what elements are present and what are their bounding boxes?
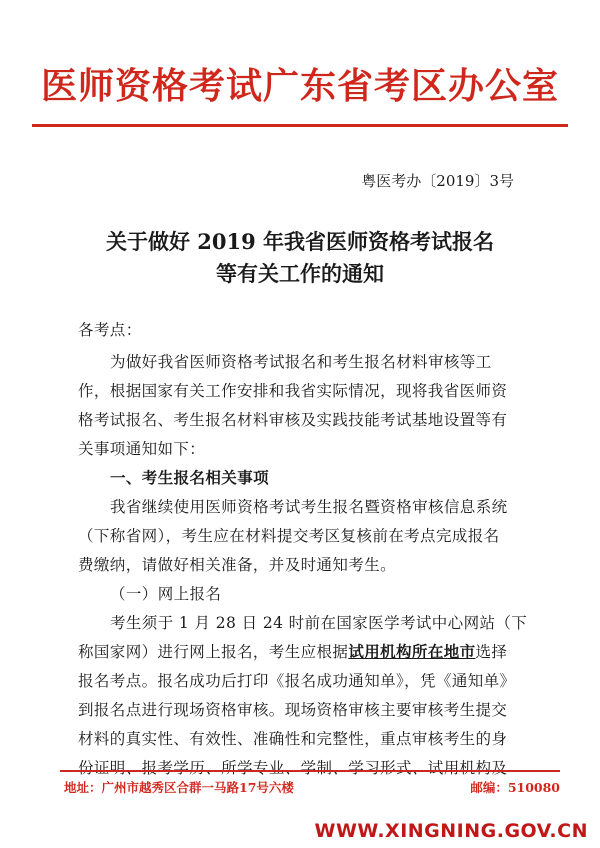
website-watermark: WWW.XINGNING.GOV.CN (314, 820, 588, 842)
line-text: 选择 (475, 643, 508, 661)
section-1-heading: 一、考生报名相关事项 (110, 469, 270, 487)
subsection-1-paragraph-line: 材料的真实性、有效性、准确性和完整性，重点审核考生的身 (78, 730, 508, 748)
intro-paragraph-line: 为做好我省医师资格考试报名和考生报名材料审核等工 (110, 353, 492, 371)
section-1-paragraph-line: 我省继续使用医师资格考试考生报名暨资格审核信息系统 (110, 498, 508, 516)
subsection-1-paragraph-line: 份证明、报考学历、所学专业、学制、学习形式、试用机构及 (78, 759, 508, 777)
line-text: 称国家网）进行网上报名，考生应根据 (78, 643, 349, 661)
office-letterhead-title: 医师资格考试广东省考区办公室 (40, 65, 559, 107)
document-number: 粤医考办〔2019〕3号 (361, 172, 514, 190)
intro-paragraph-line: 关事项通知如下： (78, 440, 206, 458)
intro-paragraph-line: 作，根据国家有关工作安排和我省实际情况，现将我省医师资 (78, 382, 508, 400)
subsection-1-paragraph-line: 到报名点进行现场资格审核。现场资格审核主要审核考生提交 (78, 701, 508, 719)
section-1-paragraph-line: （下称省网），考生应在材料提交考区复核前在考点完成报名 (78, 527, 500, 545)
footer-divider (60, 770, 560, 772)
document-title-line-1: 关于做好 2019 年我省医师资格考试报名 (105, 229, 495, 254)
highlighted-phrase: 试用机构所在地市 (348, 642, 476, 661)
section-1-paragraph-line: 费缴纳，请做好相关准备，并及时通知考生。 (78, 556, 397, 574)
footer-address: 地址：广州市越秀区合群一马路17号六楼 (64, 780, 294, 795)
letterhead-divider (32, 124, 568, 127)
salutation: 各考点： (78, 321, 142, 339)
subsection-1-paragraph-line (78, 640, 507, 662)
footer-postcode: 邮编：510080 (470, 780, 560, 795)
intro-paragraph-line: 格考试报名、考生报名材料审核及实践技能考试基地设置等有 (78, 411, 508, 429)
subsection-1-heading: （一）网上报名 (110, 585, 222, 603)
document-title-line-2: 等有关工作的通知 (216, 261, 384, 286)
subsection-1-paragraph-line: 报名考点。报名成功后打印《报名成功通知单》，凭《通知单》 (78, 672, 516, 690)
subsection-1-paragraph-line: 考生须于 1 月 28 日 24 时前在国家医学考试中心网站（下 (110, 614, 528, 632)
